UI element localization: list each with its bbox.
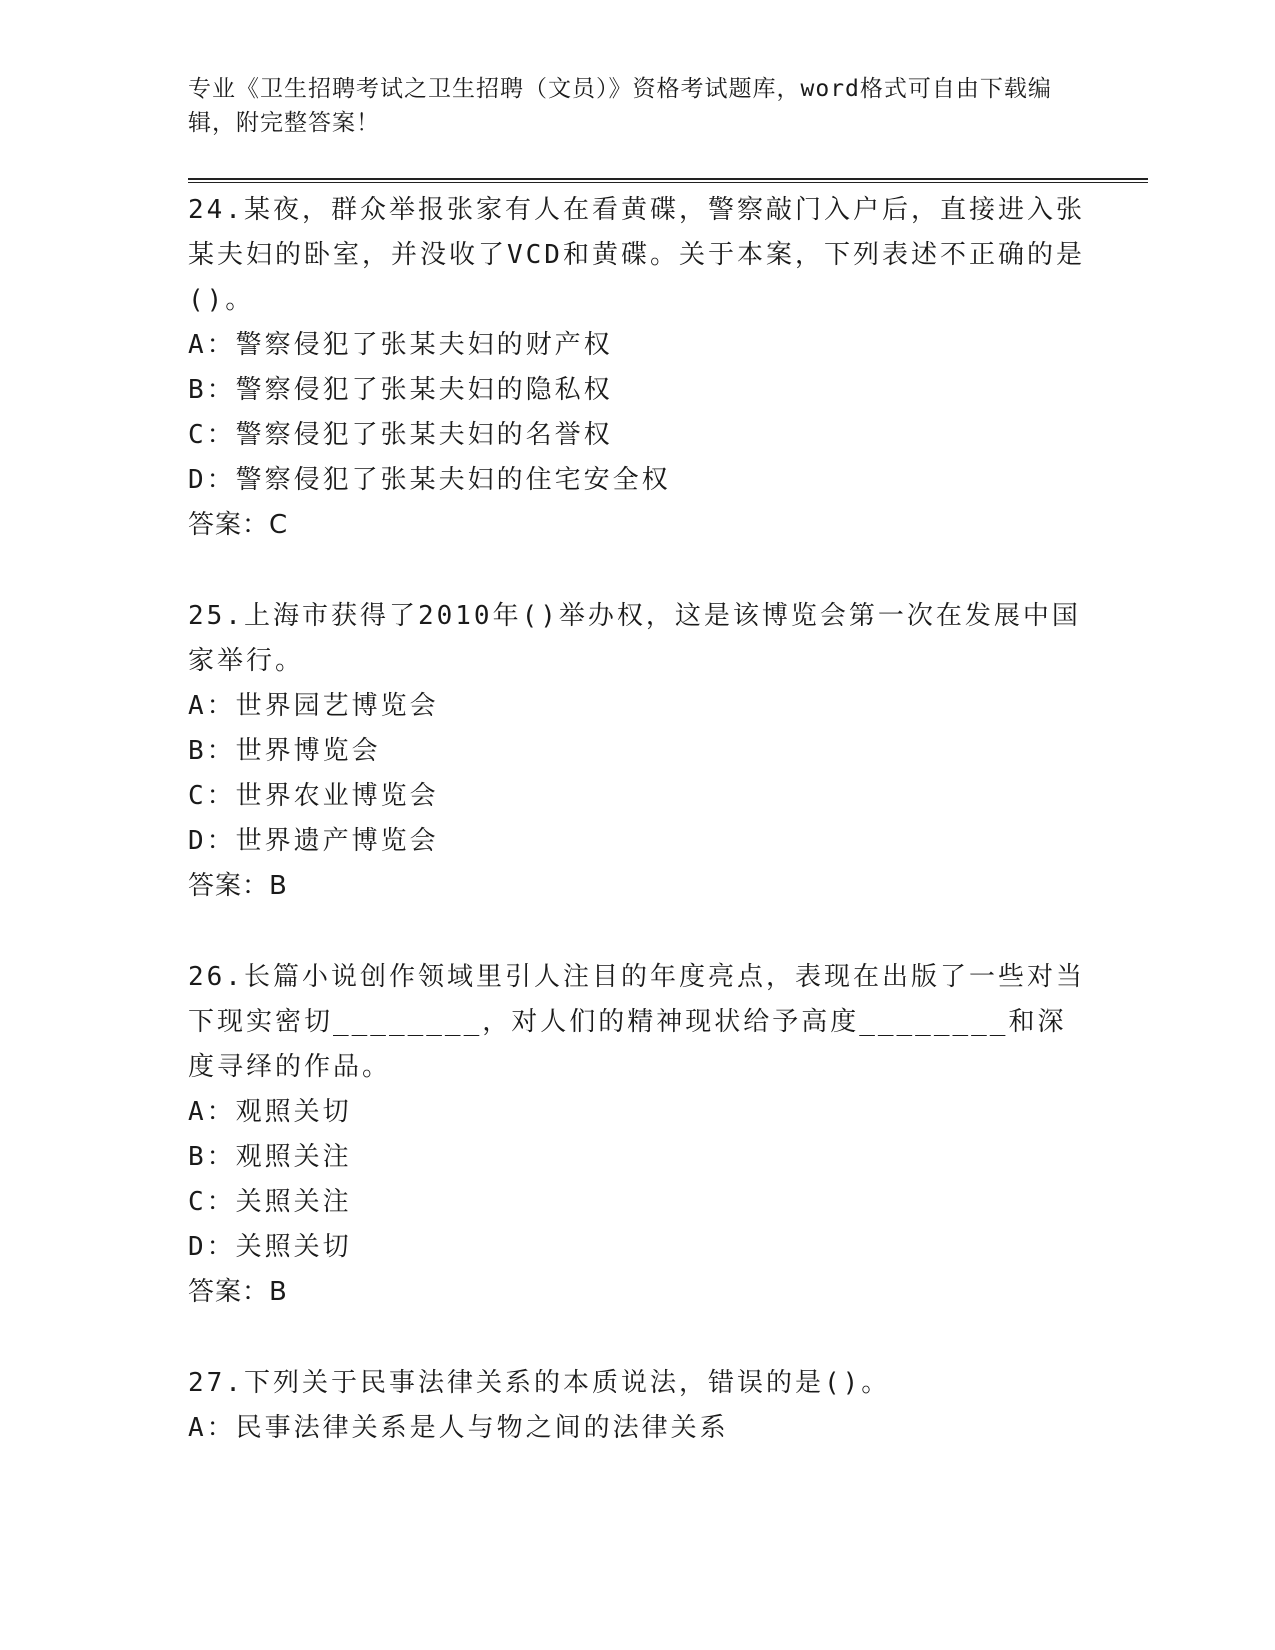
option-c: C：关照关注 — [188, 1187, 352, 1217]
header-divider — [188, 178, 1148, 183]
document-header: 专业《卫生招聘考试之卫生招聘（文员）》资格考试题库，word格式可自由下载编辑，附完整答案！ — [188, 76, 1052, 136]
option-b: B：警察侵犯了张某夫妇的隐私权 — [188, 375, 613, 405]
question-list — [188, 188, 1088, 1497]
question-25 — [188, 594, 1088, 909]
option-a: A：民事法律关系是人与物之间的法律关系 — [188, 1413, 729, 1443]
option-b: B：世界博览会 — [188, 736, 381, 766]
option-d: D：警察侵犯了张某夫妇的住宅安全权 — [188, 465, 671, 495]
question-text: 25.上海市获得了2010年()举办权，这是该博览会第一次在发展中国家举行。 — [188, 601, 1081, 676]
option-a: A：警察侵犯了张某夫妇的财产权 — [188, 330, 613, 360]
option-c: C：警察侵犯了张某夫妇的名誉权 — [188, 420, 613, 450]
option-b: B：观照关注 — [188, 1142, 352, 1172]
question-24 — [188, 188, 1088, 548]
answer: 答案：C — [188, 510, 289, 540]
question-text: 24.某夜，群众举报张家有人在看黄碟，警察敲门入户后，直接进入张某夫妇的卧室，并没收了VCD和黄碟。关于本案，下列表述不正确的是()。 — [188, 195, 1085, 315]
question-text: 26.长篇小说创作领域里引人注目的年度亮点，表现在出版了一些对当下现实密切________，对人们的精神现状给予高度________和深度寻绎的作品。 — [188, 962, 1085, 1082]
question-text: 27.下列关于民事法律关系的本质说法，错误的是()。 — [188, 1368, 891, 1398]
option-d: D：关照关切 — [188, 1232, 352, 1262]
option-a: A：世界园艺博览会 — [188, 691, 439, 721]
option-a: A：观照关切 — [188, 1097, 352, 1127]
question-26 — [188, 955, 1088, 1315]
answer: 答案：B — [188, 871, 288, 901]
answer: 答案：B — [188, 1277, 288, 1307]
question-27 — [188, 1361, 1088, 1451]
option-c: C：世界农业博览会 — [188, 781, 439, 811]
option-d: D：世界遗产博览会 — [188, 826, 439, 856]
